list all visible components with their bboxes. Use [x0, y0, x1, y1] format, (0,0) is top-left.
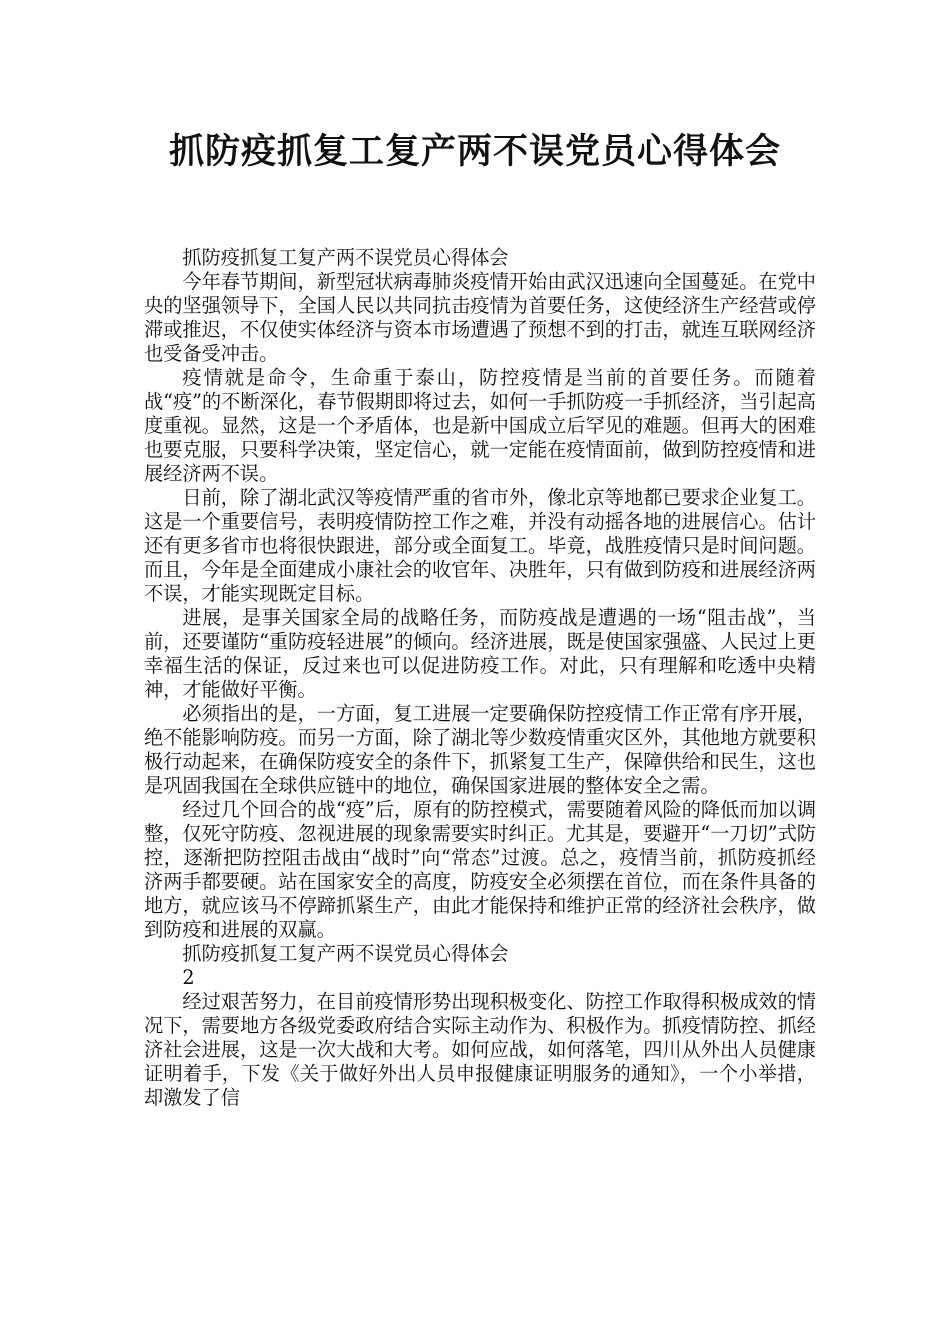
paragraph: 日前，除了湖北武汉等疫情严重的省市外，像北京等地都已要求企业复工。这是一个重要信号，表明疫情防控工作之难，并没有动摇各地的进展信心。估计还有更多省市也将很快跟进，部分或全面复工。毕竟，战胜疫情只是时间问题。而且，今年是全面建成小康社会的收官年、决胜年，只有做到防疫和进展经济两不误，才能实现既定目标。 [144, 486, 816, 605]
paragraph: 进展，是事关国家全局的战略任务，而防疫战是遭遇的一场“阻击战”，当前，还要谨防“重防疫轻进展”的倾向。经济进展，既是使国家强盛、人民过上更幸福生活的保证，反过来也可以促进防疫工作。对此，只有理解和吃透中央精神，才能做好平衡。 [144, 606, 816, 701]
paragraph-section-heading: 抓防疫抓复工复产两不误党员心得体会 [182, 942, 509, 965]
paragraph: 疫情就是命令，生命重于泰山，防控疫情是当前的首要任务。而随着战“疫”的不断深化，春节假期即将过去，如何一手抓防疫一手抓经济，当引起高度重视。显然，这是一个矛盾体，也是新中国成立后罕见的难题。但再大的困难也要克服，只要科学决策，坚定信心，就一定能在疫情面前，做到防控疫情和进展经济两不误。 [144, 366, 816, 485]
document-title: 抓防疫抓复工复产两不误党员心得体会 [168, 132, 781, 172]
paragraph: 经过几个回合的战“疫”后，原有的防控模式，需要随着风险的降低而加以调整，仅死守防疫、忽视进展的现象需要实时纠正。尤其是，要避开“一刀切”式防控，逐渐把防控阻击战由“战时”向“常态”过渡。总之，疫情当前，抓防疫抓经济两手都要硬。站在国家安全的高度，防疫安全必须摆在首位，而在条件具备的地方，就应该马不停蹄抓紧生产，由此才能保持和维护正常的经济社会秩序，做到防疫和进展的双赢。 [144, 798, 817, 941]
paragraph-subtitle: 抓防疫抓复工复产两不误党员心得体会 [182, 246, 509, 269]
document-body [144, 246, 816, 1110]
paragraph: 今年春节期间，新型冠状病毒肺炎疫情开始由武汉迅速向全国蔓延。在党中央的坚强领导下，全国人民以共同抗击疫情为首要任务，这使经济生产经营或停滞或推迟，不仅使实体经济与资本市场遭遇了预想不到的打击，就连互联网经济也受备受冲击。 [144, 270, 816, 365]
paragraph-section-number: 2 [182, 966, 195, 989]
paragraph: 经过艰苦努力，在目前疫情形势出现积极变化、防控工作取得积极成效的情况下，需要地方各级党委政府结合实际主动作为、积极作为。抓疫情防控、抓经济社会进展，这是一次大战和大考。如何应战，如何落笔，四川从外出人员健康证明着手，下发《关于做好外出人员申报健康证明服务的通知》，一个小举措，却激发了信 [144, 990, 816, 1109]
paragraph: 必须指出的是，一方面，复工进展一定要确保防控疫情工作正常有序开展，绝不能影响防疫。而另一方面，除了湖北等少数疫情重灾区外，其他地方就要积极行动起来，在确保防疫安全的条件下，抓紧复工生产，保障供给和民生，这也是巩固我国在全球供应链中的地位，确保国家进展的整体安全之需。 [144, 702, 816, 797]
